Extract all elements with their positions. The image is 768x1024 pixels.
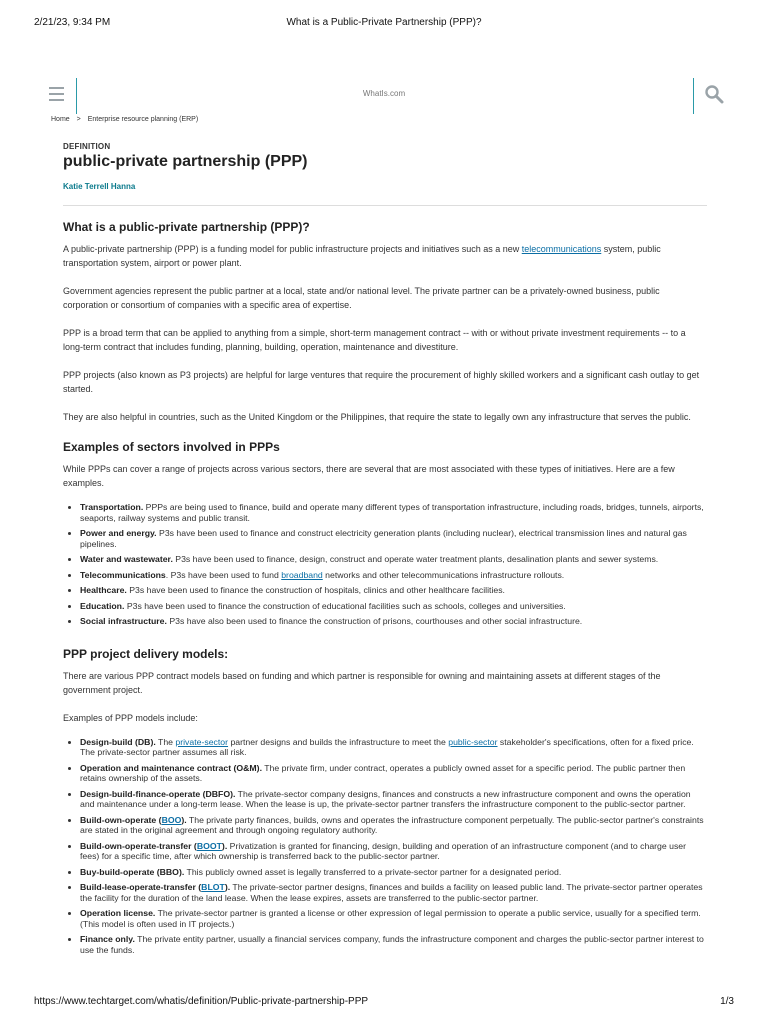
list-item: • Education. P3s have been used to finance the construction of educational facilities such as schools, colleges and universities. [80,601,707,612]
list-item: • Power and energy. P3s have been used to finance and construct electricity generation plants (including nuclear), electrical transmission lines and natural gas pipelines. [80,528,707,549]
list-item: • Transportation. PPPs are being used to finance, build and operate many different types of transportation infrastructure, including roads, bridges, tunnels, airports, seaports, railway systems and public transit. [80,502,707,523]
section-heading-what-is: What is a public-private partnership (PPP)? [63,220,310,234]
definition-label: DEFINITION [63,142,111,151]
telecommunications-link[interactable]: telecommunications [521,244,602,254]
paragraph: A public-private partnership (PPP) is a funding model for public infrastructure projects and initiatives such as a new telecommunications system, public transportation system, airport or power plant. [63,244,661,268]
list-item: • Buy-build-operate (BBO). This publicly owned asset is legally transferred to a private-sector partner for a designated period. [80,867,707,878]
list-item: • Operation license. The private-sector partner is granted a license or other expression of legal permission to operate a public service, usually for a specified term. (This model is often used in IT projects.) [80,908,707,929]
list-item: • Water and wastewater. P3s have been used to finance, design, construct and operate water treatment plants, desalination plants and sewer systems. [80,554,707,565]
breadcrumb [51,116,198,123]
page-title: public-private partnership (PPP) [63,153,308,170]
private-sector-link[interactable]: private-sector [175,736,229,747]
boot-link[interactable]: BOOT [196,840,222,851]
list-item: • Social infrastructure. P3s have also been used to finance the construction of prisons, courthouses and other social infrastructure. [80,616,707,627]
list-item: • Finance only. The private entity partner, usually a financial services company, funds the infrastructure component and charges the public-sector partner interest to use the funds. [80,934,707,955]
list-item: • Healthcare. P3s have been used to finance the construction of hospitals, clinics and other healthcare facilities. [80,585,707,596]
site-topbar [0,78,768,114]
paragraph: PPP is a broad term that can be applied to anything from a simple, short-term management contract -- with or without private investment requirements -- to a long-term contract that includes funding, planning, building, operation, maintenance and divestiture. [63,328,686,352]
list-item: • Build-lease-operate-transfer (BLOT). The private-sector partner designs, finances and builds a facility on leased public land. The private-sector partner operates the facility for the duration of the land lease. When the lease expires, assets are transferred to the public-sector partner. [80,882,707,903]
list-item: • Design-build-finance-operate (DBFO). The private-sector company designs, finances and constructs a new infrastructure component and owns the operation and maintenance under a long-term lease. When the lease is up, the private-sector partner transfers the infrastructure component to the public-sector partner. [80,789,707,810]
paragraph: They are also helpful in countries, such as the United Kingdom or the Philippines, that require the state to legally own any infrastructure that serves the public. [63,412,691,422]
article [63,142,707,967]
author-link[interactable]: Katie Terrell Hanna [63,182,136,191]
list-item: • Build-own-operate (BOO). The private party finances, builds, owns and operates the infrastructure component perpetually. The public-sector partner's constraints are stated in the original agreement and through ongoing regulatory authority. [80,815,707,836]
topbar-divider-right [693,78,694,114]
list-item: • Build-own-operate-transfer (BOOT). Privatization is granted for financing, design, building and operation of an infrastructure component (and to charge user fees) for a specific time, after which ownership is transferred back to the public-sector partner. [80,841,707,862]
paragraph: While PPPs can cover a range of projects across various sectors, there are several that are most associated with these types of initiatives. Here are a few examples. [63,464,675,488]
section-heading-sectors: Examples of sectors involved in PPPs [63,440,280,454]
breadcrumb-category[interactable]: Enterprise resource planning (ERP) [87,116,199,123]
print-footer [34,996,734,1010]
list-item: • Telecommunications. P3s have been used to fund broadband networks and other telecommunications infrastructure rollouts. [80,570,707,581]
paragraph: Examples of PPP models include: [63,712,198,723]
breadcrumb-separator: > [76,116,81,123]
paragraph: PPP projects (also known as P3 projects) are helpful for large ventures that require the procurement of highly skilled workers and a significant cash outlay to get started. [63,370,700,394]
blot-link[interactable]: BLOT [201,882,225,892]
print-header [34,17,734,31]
boo-link[interactable]: BOO [161,814,182,825]
sectors-list [63,502,707,627]
paragraph: Government agencies represent the public partner at a local, state and/or national level. The private partner can be a privately-owned business, public corporation or consortium of companies with a specific area of expertise. [63,286,660,310]
search-icon[interactable] [704,84,724,104]
public-sector-link[interactable]: public-sector [448,736,498,747]
list-item: • Design-build (DB). The private-sector partner designs and builds the infrastructure to meet the public-sector stakeholder's specifications, often for a fixed price. The private-sector partner assumes all risk. [80,737,707,758]
breadcrumb-home[interactable]: Home [51,116,70,123]
paragraph: There are various PPP contract models based on funding and which partner is responsible for owning and maintaining assets at different stages of the government project. [63,670,661,695]
section-heading-delivery-models: PPP project delivery models: [63,646,229,661]
ppp-models-list [63,737,707,956]
print-date: 2/21/23, 9:34 PM [34,17,111,28]
broadband-link[interactable]: broadband [281,569,323,580]
print-page-number: 1/3 [720,996,734,1007]
site-name[interactable]: WhatIs.com [362,89,406,98]
divider [63,205,707,206]
print-url: https://www.techtarget.com/whatis/definition/Public-private-partnership-PPP [34,996,369,1007]
print-page-title: What is a Public-Private Partnership (PPP)? [286,17,482,28]
list-item: • Operation and maintenance contract (O&M). The private firm, under contract, operates a publicly owned asset for a specific period. The public partner then retains ownership of the assets. [80,763,707,784]
